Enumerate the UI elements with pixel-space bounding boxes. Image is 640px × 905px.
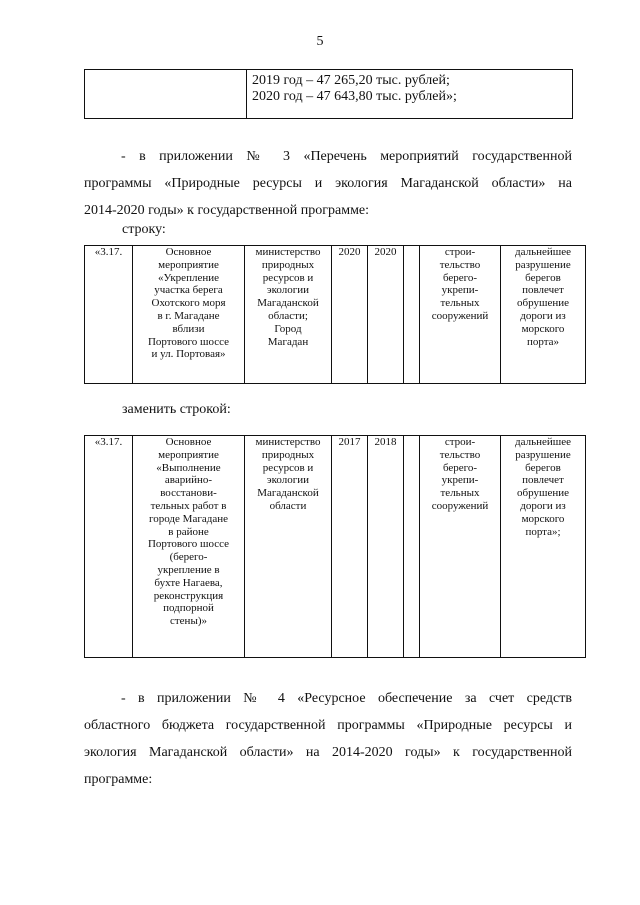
old-row-name: Основное мероприятие «Укрепление участка берега Охотского моря в г. Магадане вблизи Портового шоссе и ул. Портовая» [133, 246, 245, 384]
old-row-num: «3.17. [85, 246, 133, 384]
new-row-consequence: дальнейшее разрушение берегов повлечет обрушение дороги из морского порта»; [501, 436, 586, 658]
para2-line-1: - в приложении № 4 «Ресурсное обеспечение за счет средств [121, 691, 572, 706]
old-row-consequence: дальнейшее разрушение берегов повлечет обрушение дороги из морского порта» [501, 246, 586, 384]
page-number: 5 [316, 34, 324, 49]
new-row-end-year: 2018 [368, 436, 404, 658]
top-table [84, 69, 573, 119]
old-row-executor: министерство природных ресурсов и экологии Магаданской области; Город Магадан [245, 246, 332, 384]
old-row-end-year: 2020 [368, 246, 404, 384]
top-table-funding-cell [247, 70, 573, 119]
para1-line-2: программы «Природные ресурсы и экология Магаданской области» на [84, 176, 572, 191]
new-row-gap [404, 436, 420, 658]
new-row-name: Основное мероприятие «Выполнение аварийно- восстанови- тельных работ в городе Магадане в районе Портового шоссе (берего- укрепление в бухте Нагаева, реконструкция подпорной стены)» [133, 436, 245, 658]
old-row-start-year: 2020 [332, 246, 368, 384]
para2-line-4: программе: [84, 772, 153, 787]
new-row-num: «3.17. [85, 436, 133, 658]
paragraph-appendix-4 [84, 685, 572, 793]
new-row-start-year: 2017 [332, 436, 368, 658]
funding-line-2020: 2020 год – 47 643,80 тыс. рублей»; [252, 89, 457, 104]
para2-line-3: экология Магаданской области» на 2014-2020 годы» к государственной [84, 745, 572, 760]
label-replace: заменить строкой: [122, 402, 231, 417]
old-row-table [84, 245, 586, 384]
para1-line-3: 2014-2020 годы» к государственной программе: [84, 203, 370, 218]
old-row-gap [404, 246, 420, 384]
paragraph-appendix-3 [84, 143, 572, 224]
old-row-result: строи- тельство берего- укрепи- тельных сооружений [420, 246, 501, 384]
para2-line-2: областного бюджета государственной программы «Природные ресурсы и [84, 718, 572, 733]
funding-line-2019: 2019 год – 47 265,20 тыс. рублей; [252, 73, 450, 88]
new-row-table [84, 435, 586, 658]
para1-line-1: - в приложении № 3 «Перечень мероприятий государственной [121, 149, 572, 164]
new-row-executor: министерство природных ресурсов и экологии Магаданской области [245, 436, 332, 658]
top-table-empty-cell [85, 70, 247, 119]
new-row-result: строи- тельство берего- укрепи- тельных сооружений [420, 436, 501, 658]
label-row: строку: [122, 222, 166, 237]
